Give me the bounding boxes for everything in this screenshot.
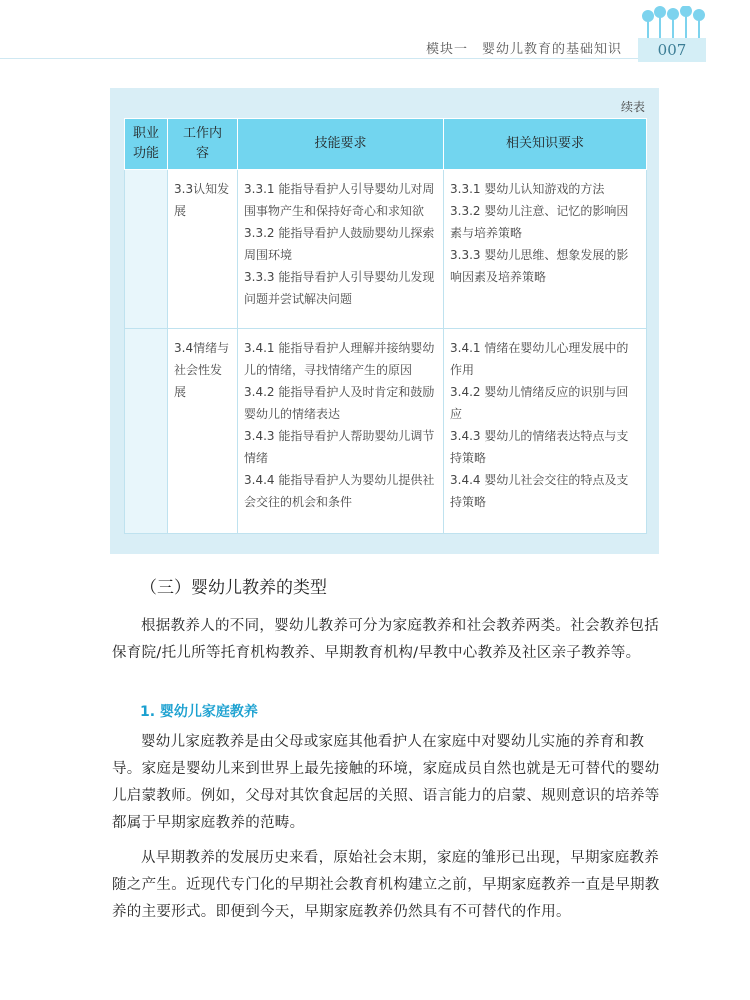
knowledge-item: 3.4.4 婴幼儿社会交往的特点及支持策略 xyxy=(450,473,629,509)
table-header-row xyxy=(125,119,647,170)
skill-item: 3.4.1 能指导看护人理解并接纳婴幼儿的情绪，寻找情绪产生的原因 xyxy=(244,341,435,377)
cell-knowledge xyxy=(444,329,647,534)
skill-item: 3.4.2 能指导看护人及时肯定和鼓励婴幼儿的情绪表达 xyxy=(244,385,435,421)
skill-item: 3.3.1 能指导看护人引导婴幼儿对周围事物产生和保持好奇心和求知欲 xyxy=(244,182,435,218)
sprout-decoration-icon xyxy=(640,6,710,40)
cell-skills xyxy=(238,170,444,329)
body-paragraph: 婴幼儿家庭教养是由父母或家庭其他看护人在家庭中对婴幼儿实施的养育和教导。家庭是婴幼儿来到世界上最先接触的环境，家庭成员自然也就是无可替代的婴幼儿启蒙教师。例如，父母对其饮食起居的关照、语言能力的启蒙、规则意识的培养等都属于早期家庭教养的范畴。 xyxy=(112,734,660,831)
skill-item: 3.3.2 能指导看护人鼓励婴幼儿探索周围环境 xyxy=(244,226,435,262)
cell-work: 3.4情绪与社会性发展 xyxy=(168,329,238,534)
col-header-function: 职业功能 xyxy=(125,119,168,170)
skills-table-panel xyxy=(110,88,659,554)
cell-function xyxy=(125,170,168,329)
table-continued-label: 续表 xyxy=(620,100,645,114)
running-header-title: 模块一 婴幼儿教育的基础知识 xyxy=(425,42,622,57)
cell-function xyxy=(125,329,168,534)
page-number: 007 xyxy=(638,38,706,62)
sub-heading: 1. 婴幼儿家庭教养 xyxy=(140,704,258,720)
skill-item: 3.4.3 能指导看护人帮助婴幼儿调节情绪 xyxy=(244,429,435,465)
table-row xyxy=(125,329,647,534)
knowledge-item: 3.3.3 婴幼儿思维、想象发展的影响因素及培养策略 xyxy=(450,248,629,284)
col-header-knowledge: 相关知识要求 xyxy=(444,119,647,170)
cell-skills xyxy=(238,329,444,534)
body-paragraph: 从早期教养的发展历史来看，原始社会末期，家庭的雏形已出现，早期家庭教养随之产生。近现代专门化的早期社会教育机构建立之前，早期家庭教养一直是早期教养的主要形式。即便到今天，早期家庭教养仍然具有不可替代的作用。 xyxy=(112,850,660,920)
header-rule xyxy=(0,58,638,59)
knowledge-item: 3.3.2 婴幼儿注意、记忆的影响因素与培养策略 xyxy=(450,204,629,240)
knowledge-item: 3.4.1 情绪在婴幼儿心理发展中的作用 xyxy=(450,341,629,377)
knowledge-item: 3.3.1 婴幼儿认知游戏的方法 xyxy=(450,182,605,196)
cell-knowledge xyxy=(444,170,647,329)
knowledge-item: 3.4.3 婴幼儿的情绪表达特点与支持策略 xyxy=(450,429,629,465)
skill-item: 3.3.3 能指导看护人引导婴幼儿发现问题并尝试解决问题 xyxy=(244,270,435,306)
table-row xyxy=(125,170,647,329)
section-heading: （三）婴幼儿教养的类型 xyxy=(140,578,327,598)
intro-paragraph: 根据教养人的不同，婴幼儿教养可分为家庭教养和社会教养两类。社会教养包括保育院/托儿所等托育机构教养、早期教育机构/早教中心教养及社区亲子教养等。 xyxy=(112,618,659,661)
knowledge-item: 3.4.2 婴幼儿情绪反应的识别与回应 xyxy=(450,385,629,421)
col-header-skills: 技能要求 xyxy=(238,119,444,170)
skills-table xyxy=(124,118,647,534)
col-header-work: 工作内容 xyxy=(168,119,238,170)
cell-work: 3.3认知发展 xyxy=(168,170,238,329)
skill-item: 3.4.4 能指导看护人为婴幼儿提供社会交往的机会和条件 xyxy=(244,473,435,509)
